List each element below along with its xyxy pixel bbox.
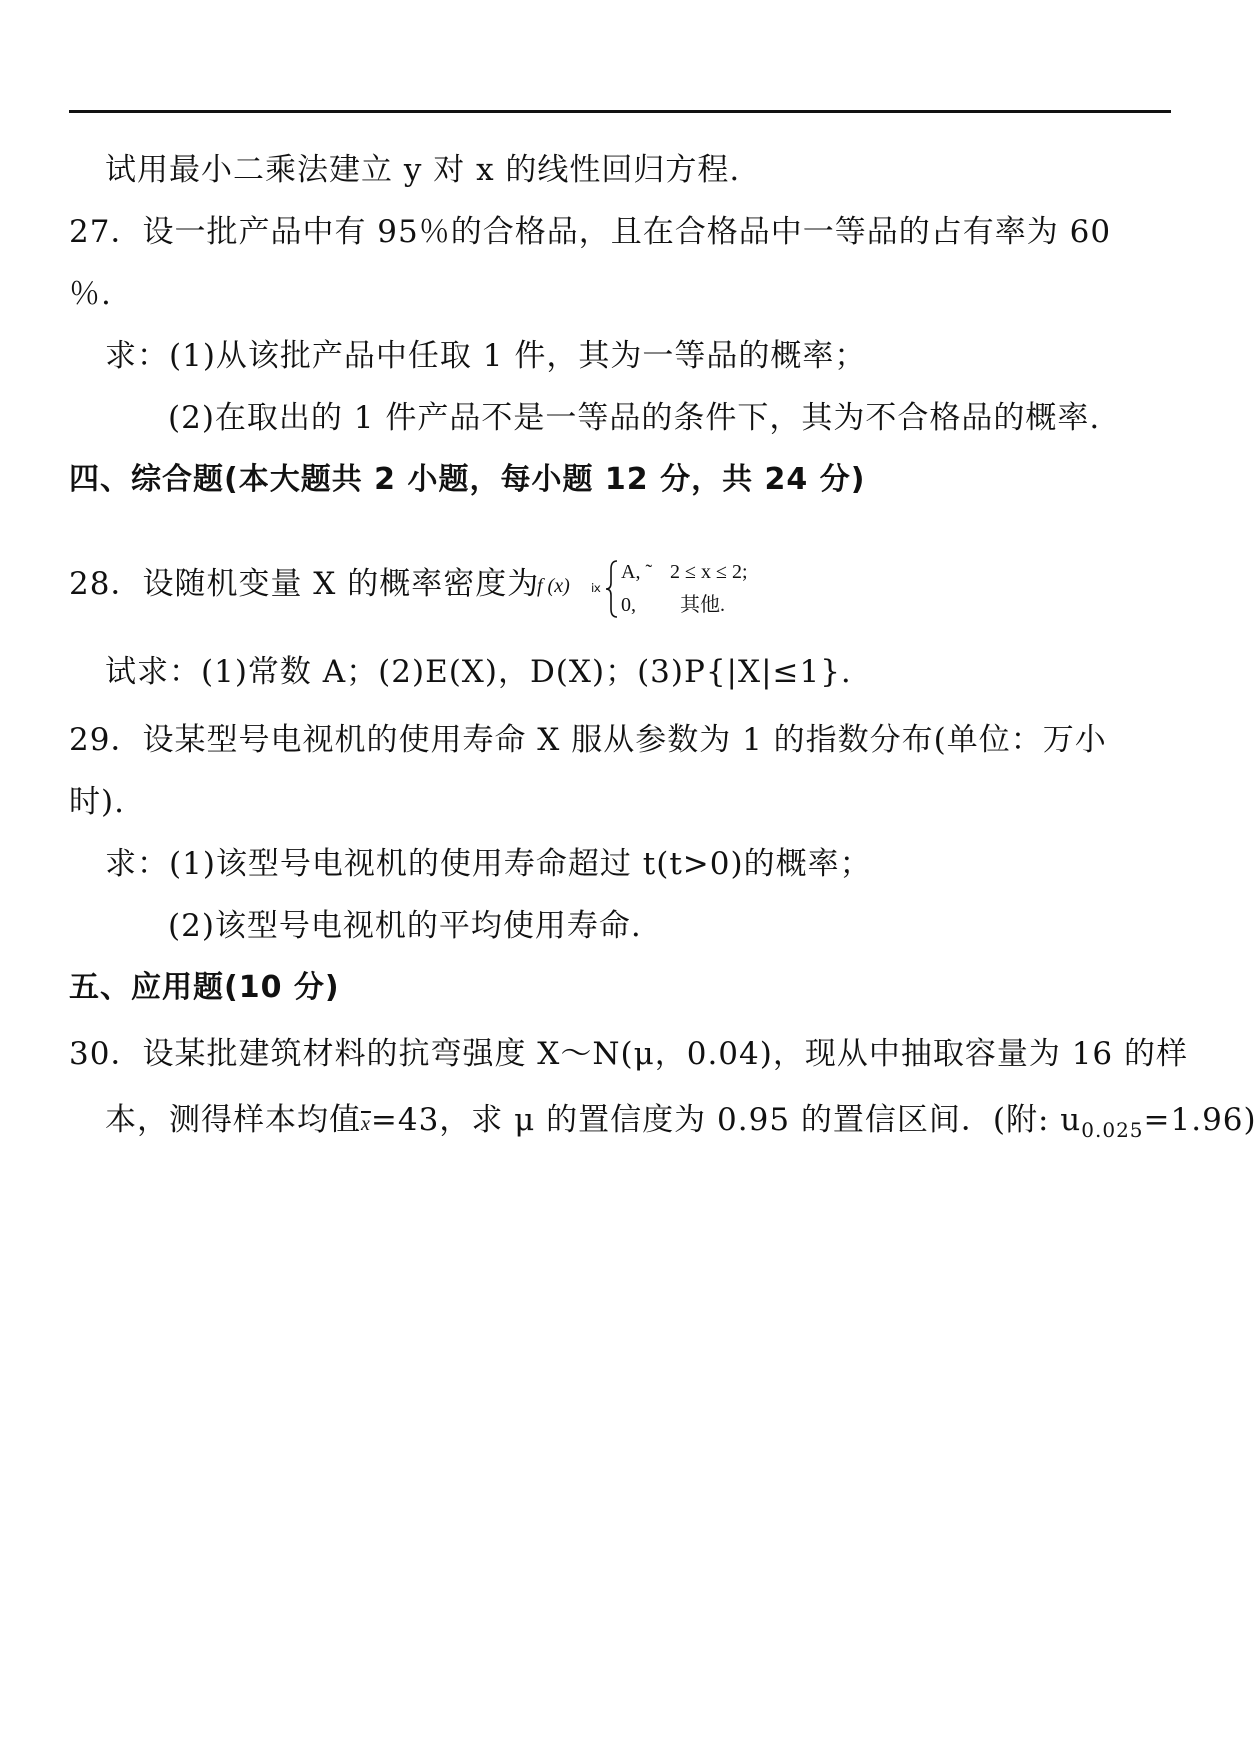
case-1-value: A, ˜ [621, 561, 653, 583]
question-28-parts: 试求：(1)常数 A；(2)E(X)，D(X)；(3)P{|X|≤1}. [105, 654, 852, 690]
regression-instruction: 试用最小二乘法建立 y 对 x 的线性回归方程. [105, 152, 741, 188]
case-1-condition: 2 ≤ x ≤ 2; [670, 561, 748, 583]
question-27-stem-cont: ％. [69, 276, 112, 312]
question-30-stem-cont [105, 1100, 1257, 1150]
quantile-subscript: 0.025 [1081, 1118, 1144, 1142]
q30-text-3: =1.96) [1143, 1102, 1257, 1138]
question-29-stem: 29．设某型号电视机的使用寿命 X 服从参数为 1 的指数分布(单位：万小 [69, 722, 1107, 758]
case-2-condition: 其他. [680, 594, 725, 616]
garbled-symbol: ⅸ [591, 581, 601, 595]
question-29-stem-cont: 时). [69, 784, 125, 820]
case-2-value: 0, [621, 594, 636, 616]
q30-text-2: =43，求 μ 的置信度为 0.95 的置信区间．(附: u [370, 1102, 1082, 1138]
question-27-part-1: 求：(1)从该批产品中任取 1 件，其为一等品的概率； [105, 338, 867, 374]
question-29-part-2: (2)该型号电视机的平均使用寿命. [168, 908, 642, 944]
question-27-part-2: (2)在取出的 1 件产品不是一等品的条件下，其为不合格品的概率. [168, 400, 1101, 436]
q30-text-1: 本，测得样本均值 [105, 1102, 361, 1138]
section-4-heading: 四、综合题(本大题共 2 小题，每小题 12 分，共 24 分) [69, 462, 866, 497]
question-30-stem: 30．设某批建筑材料的抗弯强度 X～N(μ，0.04)，现从中抽取容量为 16 的样 [69, 1036, 1189, 1072]
density-label: f (x) [537, 575, 570, 597]
question-29-part-1: 求：(1)该型号电视机的使用寿命超过 t(t>0)的概率； [105, 846, 872, 882]
piecewise-density [537, 555, 767, 621]
left-brace-icon [605, 559, 619, 619]
section-5-heading: 五、应用题(10 分) [69, 970, 340, 1005]
question-27-stem: 27．设一批产品中有 95％的合格品，且在合格品中一等品的占有率为 60 [69, 214, 1112, 250]
question-28-stem: 28．设随机变量 X 的概率密度为 [69, 566, 540, 602]
sample-mean-symbol: $\overline{x}$ [361, 1113, 371, 1135]
header-rule [69, 110, 1171, 113]
